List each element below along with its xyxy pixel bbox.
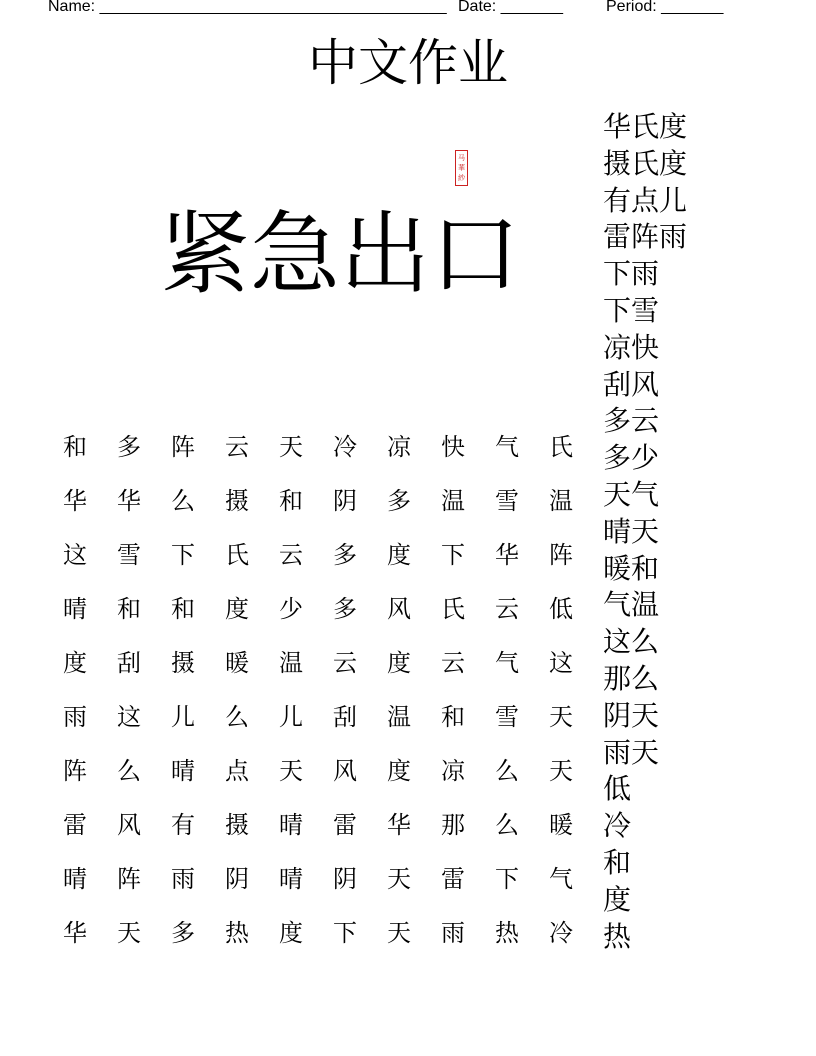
grid-cell: 多 [333,595,357,623]
grid-row [48,528,588,582]
grid-cell: 雨 [171,865,195,893]
grid-cell: 氏 [549,433,573,461]
grid-cell: 气 [495,649,519,677]
grid-cell: 暖 [549,811,573,839]
grid-cell: 点 [225,757,249,785]
word-list-item: 热 [603,919,632,953]
seal-stamp [455,150,468,186]
grid-cell: 和 [441,703,465,731]
grid-cell: 风 [117,811,141,839]
grid-cell: 晴 [279,865,303,893]
word-list-item: 暖和 [603,551,660,585]
grid-cell: 摄 [171,649,195,677]
grid-cell: 和 [279,487,303,515]
grid-cell: 风 [333,757,357,785]
grid-cell: 雪 [117,541,141,569]
grid-row [48,420,588,474]
grid-cell: 度 [279,919,303,947]
grid-cell: 阵 [549,541,573,569]
grid-cell: 温 [549,487,573,515]
grid-cell: 雨 [63,703,87,731]
grid-cell: 晴 [63,595,87,623]
grid-cell: 雷 [333,811,357,839]
grid-cell: 么 [225,703,249,731]
grid-cell: 晴 [171,757,195,785]
word-list-item: 那么 [603,661,660,695]
grid-cell: 凉 [441,757,465,785]
word-list-item: 下雨 [603,257,660,291]
grid-cell: 冷 [549,919,573,947]
grid-cell: 多 [171,919,195,947]
grid-cell: 阴 [225,865,249,893]
grid-cell: 华 [387,811,411,839]
grid-cell: 华 [495,541,519,569]
grid-cell: 天 [117,919,141,947]
grid-row [48,744,588,798]
grid-cell: 阴 [333,865,357,893]
word-list-item: 雨天 [603,735,660,769]
word-list-item: 阴天 [603,698,660,732]
grid-cell: 下 [495,865,519,893]
grid-cell: 下 [333,919,357,947]
grid-cell: 快 [441,433,465,461]
grid-cell: 刮 [333,703,357,731]
grid-row [48,474,588,528]
grid-cell: 雷 [441,865,465,893]
word-list-item: 多云 [603,404,660,438]
date-field-label: Date: _______ [458,0,563,15]
word-list-item: 雷阵雨 [603,220,688,254]
grid-cell: 度 [387,649,411,677]
grid-cell: 华 [117,487,141,515]
grid-cell: 阵 [171,433,195,461]
word-list-item: 晴天 [603,514,660,548]
word-list-item: 气温 [603,588,660,622]
grid-cell: 凉 [387,433,411,461]
word-list-item: 和 [603,845,632,879]
grid-row [48,582,588,636]
grid-cell: 冷 [333,433,357,461]
grid-cell: 云 [441,649,465,677]
grid-cell: 这 [549,649,573,677]
grid-cell: 度 [225,595,249,623]
word-list-item: 下雪 [603,293,660,327]
word-list-item: 这么 [603,625,660,659]
grid-row [48,690,588,744]
grid-cell: 么 [495,811,519,839]
grid-cell: 氏 [225,541,249,569]
word-list-item: 低 [603,772,632,806]
grid-row [48,636,588,690]
seal-char: 華 [458,164,465,172]
grid-cell: 温 [387,703,411,731]
emergency-exit-heading: 紧急出口 [160,202,520,307]
grid-cell: 多 [117,433,141,461]
word-list-item: 度 [603,882,632,916]
grid-row [48,906,588,960]
grid-cell: 阴 [333,487,357,515]
grid-cell: 和 [117,595,141,623]
grid-cell: 雨 [441,919,465,947]
seal-char: 紗 [458,174,465,182]
grid-cell: 么 [171,487,195,515]
grid-cell: 和 [171,595,195,623]
header [48,0,748,20]
grid-cell: 低 [549,595,573,623]
grid-cell: 风 [387,595,411,623]
grid-cell: 云 [225,433,249,461]
grid-cell: 有 [171,811,195,839]
grid-cell: 气 [549,865,573,893]
grid-cell: 和 [63,433,87,461]
grid-cell: 气 [495,433,519,461]
grid-cell: 那 [441,811,465,839]
grid-cell: 华 [63,919,87,947]
grid-cell: 天 [549,703,573,731]
word-list-item: 华氏度 [603,110,688,143]
grid-cell: 儿 [171,703,195,731]
grid-cell: 雪 [495,703,519,731]
word-list-item: 摄氏度 [603,146,688,180]
grid-cell: 雪 [495,487,519,515]
grid-cell: 么 [117,757,141,785]
grid-cell: 么 [495,757,519,785]
name-field-label: Name: _______________________________________ [48,0,447,15]
word-list-item: 有点儿 [603,183,688,217]
seal-char: 马 [458,154,465,162]
grid-cell: 云 [333,649,357,677]
grid-cell: 摄 [225,811,249,839]
grid-cell: 度 [63,649,87,677]
grid-row [48,798,588,852]
word-list-item: 凉快 [603,330,660,364]
grid-cell: 天 [387,865,411,893]
grid-cell: 雷 [63,811,87,839]
word-list-item: 刮风 [603,367,660,401]
grid-cell: 温 [441,487,465,515]
grid-cell: 度 [387,541,411,569]
grid-cell: 摄 [225,487,249,515]
grid-cell: 暖 [225,649,249,677]
period-field-label: Period: _______ [606,0,724,15]
word-list-item: 多少 [603,441,660,475]
grid-cell: 下 [171,541,195,569]
word-search-grid [48,420,588,960]
grid-cell: 这 [63,541,87,569]
grid-cell: 温 [279,649,303,677]
grid-cell: 度 [387,757,411,785]
grid-cell: 多 [387,487,411,515]
grid-cell: 天 [279,757,303,785]
grid-row [48,852,588,906]
grid-cell: 天 [549,757,573,785]
word-list-item: 冷 [603,809,632,843]
grid-cell: 天 [387,919,411,947]
grid-cell: 华 [63,487,87,515]
grid-cell: 氏 [441,595,465,623]
page-title: 中文作业 [308,34,508,92]
grid-cell: 热 [225,919,249,947]
grid-cell: 晴 [279,811,303,839]
grid-cell: 阵 [117,865,141,893]
grid-cell: 这 [117,703,141,731]
grid-cell: 阵 [63,757,87,785]
grid-cell: 少 [279,595,303,623]
grid-cell: 云 [279,541,303,569]
grid-cell: 晴 [63,865,87,893]
grid-cell: 下 [441,541,465,569]
word-list [603,109,687,955]
grid-cell: 多 [333,541,357,569]
word-list-item: 天气 [603,477,660,511]
grid-cell: 天 [279,433,303,461]
grid-cell: 热 [495,919,519,947]
grid-cell: 儿 [279,703,303,731]
grid-cell: 云 [495,595,519,623]
grid-cell: 刮 [117,649,141,677]
